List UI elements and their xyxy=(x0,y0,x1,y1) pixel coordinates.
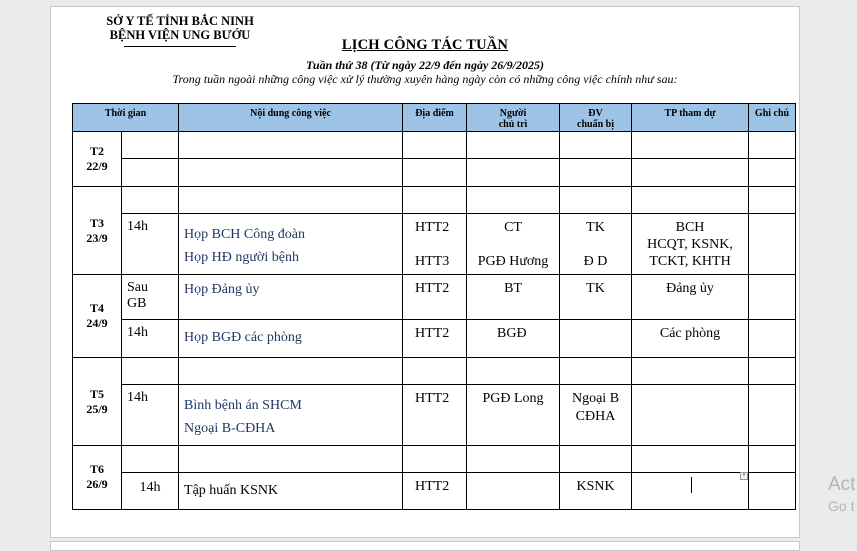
chair-cell[interactable] xyxy=(467,473,560,510)
place-line: HTT2 xyxy=(415,220,450,235)
note-cell[interactable] xyxy=(749,358,796,385)
attendees-line: BCH xyxy=(675,220,705,235)
day-cell-t4 xyxy=(73,275,122,358)
time-cell[interactable] xyxy=(122,358,179,385)
prep-line: CĐHA xyxy=(575,409,616,424)
text-cursor xyxy=(691,477,692,493)
attendees-cell[interactable] xyxy=(632,358,749,385)
table-row xyxy=(73,187,796,214)
page-title: LỊCH CÔNG TÁC TUẦN xyxy=(341,37,509,53)
note-cell[interactable] xyxy=(749,187,796,214)
note-cell[interactable] xyxy=(749,473,796,510)
cell-marker-icon[interactable]: ▾ xyxy=(740,472,748,480)
attendees-line: HCQT, KSNK, xyxy=(647,237,733,252)
prep-line: Ngoại B xyxy=(571,391,620,406)
chair-cell[interactable]: PGĐ Long xyxy=(467,385,560,446)
time-cell[interactable] xyxy=(122,446,179,473)
attendees-cell[interactable] xyxy=(632,132,749,159)
place-cell[interactable]: HTT2 xyxy=(403,320,467,358)
table-row xyxy=(73,275,796,320)
prep-header-line-1: ĐV xyxy=(588,108,603,119)
chair-cell[interactable] xyxy=(467,132,560,159)
time-cell[interactable] xyxy=(122,275,179,320)
day-label: T4 xyxy=(89,301,104,315)
watermark-line-1: Act xyxy=(828,474,856,495)
col-header-time: Thời gian xyxy=(73,104,179,132)
time-cell[interactable]: 14h xyxy=(122,385,179,446)
content-line: Họp HĐ người bệnh xyxy=(184,250,299,265)
place-cell[interactable]: HTT2 xyxy=(403,385,467,446)
content-cell[interactable] xyxy=(179,159,403,187)
chair-cell[interactable] xyxy=(467,187,560,214)
day-label: T5 xyxy=(89,386,104,401)
note-cell[interactable] xyxy=(749,446,796,473)
chair-cell[interactable] xyxy=(467,159,560,187)
time-cell[interactable] xyxy=(122,187,179,214)
chair-cell[interactable]: BGĐ xyxy=(467,320,560,358)
schedule-table xyxy=(72,103,796,510)
content-cell[interactable]: Tập huấn KSNK xyxy=(179,473,403,510)
prep-cell[interactable] xyxy=(560,187,632,214)
day-label: T3 xyxy=(89,215,104,230)
time-cell[interactable] xyxy=(122,132,179,159)
activation-watermark xyxy=(828,474,855,514)
attendees-cell[interactable] xyxy=(632,385,749,446)
chair-cell[interactable] xyxy=(467,358,560,385)
day-cell-t3 xyxy=(73,187,122,275)
content-cell[interactable] xyxy=(179,385,403,446)
day-date: 24/9 xyxy=(86,316,108,330)
attendees-line: TCKT, KHTH xyxy=(649,254,731,269)
watermark-line-2: Go t xyxy=(828,498,855,514)
chair-line: CT xyxy=(504,220,522,235)
col-header-attendees: TP tham dự xyxy=(632,104,749,132)
chair-line: PGĐ Hương xyxy=(477,254,549,269)
prep-cell[interactable] xyxy=(560,358,632,385)
prep-cell[interactable]: TK xyxy=(560,275,632,320)
chair-header-line-2: chủ trì xyxy=(498,119,528,130)
table-header-row xyxy=(73,104,796,132)
col-header-prep xyxy=(560,104,632,132)
note-cell[interactable] xyxy=(749,132,796,159)
prep-cell[interactable] xyxy=(560,320,632,358)
chair-cell[interactable]: BT xyxy=(467,275,560,320)
table-row xyxy=(73,358,796,385)
day-label: T6 xyxy=(89,462,104,476)
table-row xyxy=(73,132,796,159)
prep-line: Đ D xyxy=(583,254,608,269)
prep-cell[interactable]: KSNK xyxy=(560,473,632,510)
chair-cell[interactable] xyxy=(467,214,560,275)
place-cell[interactable] xyxy=(403,187,467,214)
content-cell[interactable] xyxy=(179,446,403,473)
document-page xyxy=(50,6,800,538)
prep-header-line-2: chuẩn bị xyxy=(577,119,614,130)
prep-cell[interactable] xyxy=(560,385,632,446)
table-row xyxy=(73,159,796,187)
content-cell[interactable] xyxy=(179,132,403,159)
prep-cell[interactable] xyxy=(560,214,632,275)
place-cell[interactable] xyxy=(403,358,467,385)
note-cell[interactable] xyxy=(749,275,796,320)
table-row xyxy=(73,446,796,473)
place-cell[interactable]: HTT2 xyxy=(403,275,467,320)
table-row xyxy=(73,473,796,510)
day-cell-t2 xyxy=(73,132,122,187)
content-line: Ngoại B-CĐHA xyxy=(184,421,276,436)
intro-text: Trong tuần ngoài những công việc xử lý thường xuyên hàng ngày còn có những công việc chính như sau: xyxy=(172,72,678,86)
day-date: 26/9 xyxy=(86,477,108,491)
col-header-content: Nội dung công việc xyxy=(179,104,403,132)
place-cell[interactable] xyxy=(403,159,467,187)
attendees-cell[interactable] xyxy=(632,214,749,275)
attendees-cell[interactable]: Đảng ủy xyxy=(632,275,749,320)
table-row xyxy=(73,385,796,446)
chair-header-line-1: Người xyxy=(499,108,527,119)
attendees-cell[interactable] xyxy=(632,473,749,510)
content-line: Họp BCH Công đoàn xyxy=(184,227,305,242)
col-header-place: Địa điểm xyxy=(403,104,467,132)
place-line: HTT3 xyxy=(415,254,450,269)
col-header-note: Ghi chú xyxy=(749,104,796,132)
day-cell-t5 xyxy=(73,358,122,446)
time-cell[interactable]: 14h xyxy=(122,320,179,358)
time-cell[interactable] xyxy=(122,159,179,187)
note-cell[interactable] xyxy=(749,214,796,275)
prep-cell[interactable] xyxy=(560,446,632,473)
day-date: 22/9 xyxy=(86,159,108,173)
place-cell[interactable]: HTT2 xyxy=(403,473,467,510)
prep-cell[interactable] xyxy=(560,159,632,187)
content-cell[interactable] xyxy=(179,214,403,275)
day-cell-t6 xyxy=(73,446,122,510)
attendees-cell[interactable] xyxy=(632,159,749,187)
note-cell[interactable] xyxy=(749,385,796,446)
week-subtitle: Tuần thứ 38 (Từ ngày 22/9 đến ngày 26/9/2025) xyxy=(306,58,544,72)
content-cell[interactable]: Họp BGĐ các phòng xyxy=(179,320,403,358)
chair-cell[interactable] xyxy=(467,446,560,473)
day-label: T2 xyxy=(89,144,104,158)
day-date: 25/9 xyxy=(86,401,108,416)
note-cell[interactable] xyxy=(749,159,796,187)
time-cell[interactable]: 14h xyxy=(122,473,179,510)
time-cell[interactable]: 14h xyxy=(122,214,179,275)
org-line-1: SỞ Y TẾ TỈNH BẮC NINH xyxy=(106,14,254,28)
note-cell[interactable] xyxy=(749,320,796,358)
place-cell[interactable] xyxy=(403,214,467,275)
place-cell[interactable] xyxy=(403,446,467,473)
col-header-chair xyxy=(467,104,560,132)
content-cell[interactable] xyxy=(179,187,403,214)
table-row xyxy=(73,214,796,275)
content-line: Bình bệnh án SHCM xyxy=(184,398,302,413)
table-row xyxy=(73,320,796,358)
attendees-cell[interactable] xyxy=(632,446,749,473)
org-line-2: BỆNH VIỆN UNG BƯỚU xyxy=(109,28,251,42)
time-line: Sau xyxy=(127,280,148,295)
attendees-cell[interactable]: Các phòng xyxy=(632,320,749,358)
prep-line: TK xyxy=(586,220,605,235)
attendees-cell[interactable] xyxy=(632,187,749,214)
content-cell[interactable] xyxy=(179,358,403,385)
place-cell[interactable] xyxy=(403,132,467,159)
prep-cell[interactable] xyxy=(560,132,632,159)
day-date: 23/9 xyxy=(86,230,108,245)
time-line: GB xyxy=(127,296,147,311)
content-cell[interactable]: Họp Đảng ủy xyxy=(179,275,403,320)
next-page-edge xyxy=(50,541,800,551)
